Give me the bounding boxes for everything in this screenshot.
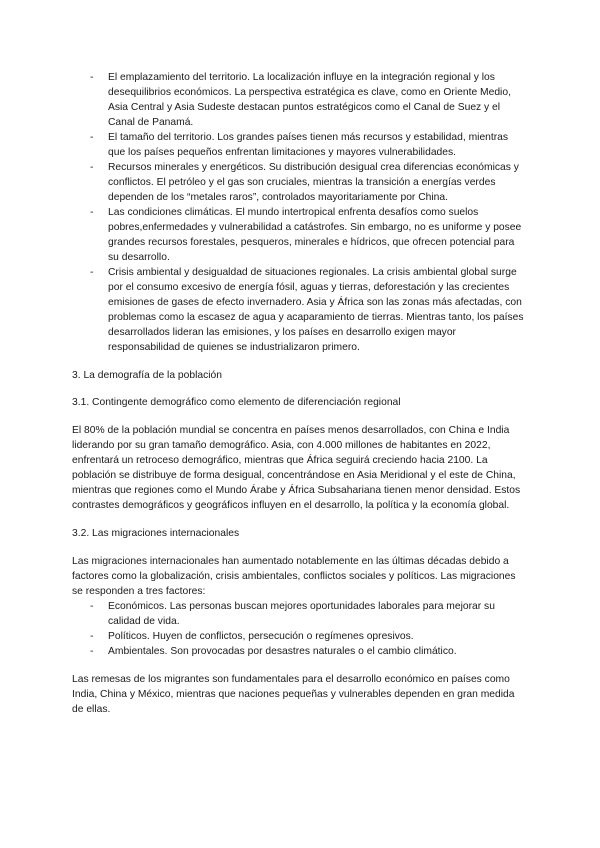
subsection-heading: 3.2. Las migraciones internacionales (72, 528, 240, 539)
migration-factors-list (72, 599, 527, 659)
paragraph: Las remesas de los migrantes son fundamentales para el desarrollo económico en países como India, China y México, mientras que naciones pequeñas y vulnerables dependen en gran medida de ellas. (72, 674, 515, 715)
paragraph: El 80% de la población mundial se concentra en países menos desarrollados, con China e India liderando por su gran tamaño demográfico. Asia, con 4.000 millones de habitantes en 2022, enfrentará un retroceso demográfico, mientras que África seguirá creciendo hacia 2100. La población se distribuye de forma desigual, concentrándose en Asia Meridional y el este de China, mientras que regiones como el Mundo Árabe y África Subsahariana tienen menor densidad. Estos contrastes demográficos y geográficos influyen en el desarrollo, la política y la economía global. (72, 425, 521, 511)
subsection-heading: 3.1. Contingente demográfico como elemento de diferenciación regional (72, 397, 401, 408)
territory-factors-list (72, 70, 527, 355)
paragraph: Las migraciones internacionales han aumentado notablemente en las últimas décadas debido a factores como la globalización, crisis ambientales, conflictos sociales y políticos. Las migraciones se responden a tres factores: (72, 556, 516, 597)
list-item: - El tamaño del territorio. Los grandes países tienen más recursos y estabilidad, mientras que los países pequeños enfrentan limitaciones y mayores vulnerabilidades. (72, 130, 527, 160)
list-item: - Crisis ambiental y desigualdad de situaciones regionales. La crisis ambiental global surge por el consumo excesivo de energía fósil, aguas y tierras, deforestación y las crecientes emisiones de gases de efecto invernadero. Asia y África son las zonas más afectadas, con problemas como la escasez de agua y acaparamiento de tierras. Mientras tanto, los países desarrollados lideran las emisiones, y los países en desarrollo exigen mayor responsabilidad de quienes se industrializaron primero. (72, 265, 527, 355)
list-item: - Ambientales. Son provocadas por desastres naturales o el cambio climático. (72, 644, 527, 659)
section-heading: 3. La demografía de la población (72, 370, 222, 381)
list-item: - El emplazamiento del territorio. La localización influye en la integración regional y los desequilibrios económicos. La perspectiva estratégica es clave, como en Oriente Medio, Asia Central y Asia Sudeste destacan puntos estratégicos como el Canal de Suez y el Canal de Panamá. (72, 70, 527, 130)
list-item: - Recursos minerales y energéticos. Su distribución desigual crea diferencias económicas y conflictos. El petróleo y el gas son cruciales, mientras la transición a energías verdes dependen de los “metales raros”, controlados mayoritariamente por China. (72, 160, 527, 205)
document-page (72, 70, 527, 717)
list-item: - Las condiciones climáticas. El mundo intertropical enfrenta desafíos como suelos pobres,enfermedades y vulnerabilidad a catástrofes. Sin embargo, no es uniforme y posee grandes recursos forestales, pesqueros, minerales e hídricos, que ofrecen potencial para su desarrollo. (72, 205, 527, 265)
list-item: - Económicos. Las personas buscan mejores oportunidades laborales para mejorar su calidad de vida. (72, 599, 527, 629)
list-item: - Políticos. Huyen de conflictos, persecución o regímenes opresivos. (72, 629, 527, 644)
